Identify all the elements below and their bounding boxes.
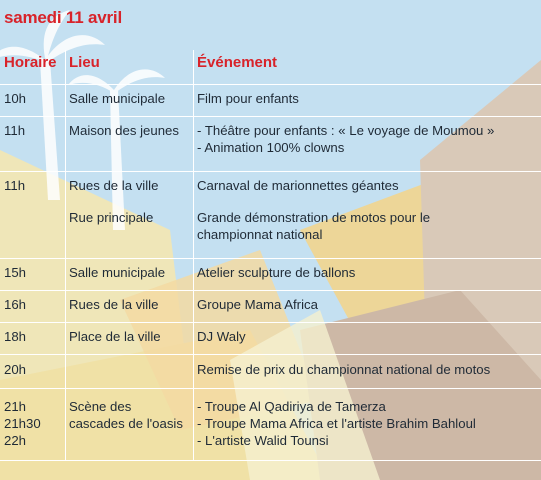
row-divider [0,84,541,85]
cell-place: Salle municipale [69,91,166,106]
row-divider [0,460,541,461]
row-divider [0,258,541,259]
row-divider [0,290,541,291]
cell-event: Grande démonstration de motos pour le championnat national [197,210,431,242]
row-divider [0,116,541,117]
row-divider [0,354,541,355]
cell-place: Scène des cascades de l'oasis [69,399,183,431]
cell-place: Rue principale [69,210,154,225]
header-time: Horaire [4,54,57,71]
cell-time: 15h [4,265,27,280]
cell-time: 18h [4,329,27,344]
column-divider [65,50,66,460]
cell-time: 21h 21h30 22h [4,399,41,448]
cell-event: Atelier sculpture de ballons [197,265,356,280]
row-divider [0,322,541,323]
cell-event: Carnaval de marionnettes géantes [197,178,399,193]
row-divider [0,388,541,389]
cell-time: 16h [4,297,27,312]
column-divider [193,50,194,460]
cell-time: 10h [4,91,27,106]
cell-place: Rues de la ville [69,178,159,193]
cell-event: - Troupe Al Qadiriya de Tamerza - Troupe Mama Africa et l'artiste Brahim Bahloul - L'artiste Walid Tounsi [197,399,476,448]
cell-place: Rues de la ville [69,297,159,312]
cell-event: Groupe Mama Africa [197,297,318,312]
cell-place: Salle municipale [69,265,166,280]
row-divider [0,171,541,172]
cell-place: Place de la ville [69,329,161,344]
cell-event: Remise de prix du championnat national de motos [197,362,491,377]
cell-time: 11h [4,123,26,138]
header-event: Événement [197,54,278,71]
header-place: Lieu [69,54,100,71]
cell-event: DJ Waly [197,329,246,344]
cell-time: 20h [4,362,27,377]
cell-place: Maison des jeunes [69,123,179,138]
cell-time: 11h [4,178,26,193]
day-title: samedi 11 avril [4,8,122,27]
cell-event: - Théâtre pour enfants : « Le voyage de Moumou » - Animation 100% clowns [197,123,495,155]
table-header [0,52,541,74]
cell-event: Film pour enfants [197,91,299,106]
